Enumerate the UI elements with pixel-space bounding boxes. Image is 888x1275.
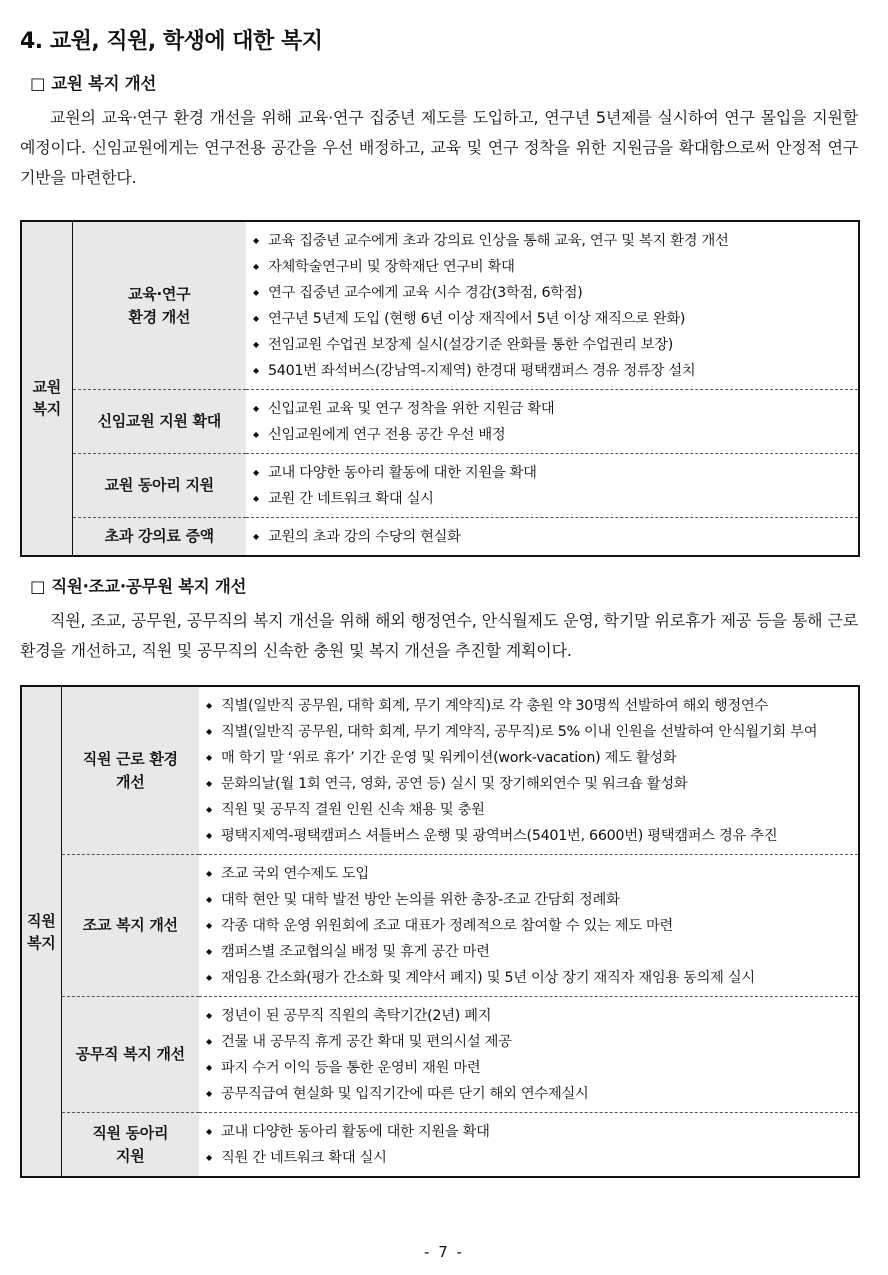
faculty-welfare-table [20,220,860,557]
list-item: ◆ 평택지제역-평택캠퍼스 셔틀버스 운행 및 광역버스(5401번, 6600번) 평택캠퍼스 경유 추진 [205,823,856,849]
heading-marker: □ [30,577,46,596]
subcategory-cell: 초과 강의료 증액 [72,518,246,557]
list-item: ◆ 자체학술연구비 및 장학재단 연구비 확대 [252,254,856,280]
item-list-cell [199,1113,859,1178]
staff-heading-text: 직원·조교·공무원 복지 개선 [51,577,247,596]
subcategory-cell: 직원 동아리 지원 [61,1113,199,1178]
list-item: ◆ 연구년 5년제 도입 (현행 6년 이상 재직에서 5년 이상 재직으로 완화) [252,306,856,332]
list-item: ◆ 교내 다양한 동아리 활동에 대한 지원을 확대 [205,1119,856,1145]
list-item: ◆ 교육 집중년 교수에게 초과 강의료 인상을 통해 교육, 연구 및 복지 환경 개선 [252,228,856,254]
list-item: ◆ 조교 국외 연수제도 도입 [205,861,856,887]
subcategory-cell: 직원 근로 환경 개선 [61,686,199,855]
subcategory-cell: 교육·연구 환경 개선 [72,221,246,390]
list-item: ◆ 매 학기 말 ‘위로 휴가’ 기간 운영 및 워케이션(work-vacation) 제도 활성화 [205,745,856,771]
staff-heading [30,573,246,597]
table-row [21,221,859,390]
list-item: ◆ 대학 현안 및 대학 발전 방안 논의를 위한 총장-조교 간담회 정례화 [205,887,856,913]
list-item: ◆ 5401번 좌석버스(강남역-지제역) 한경대 평택캠퍼스 경유 정류장 설치 [252,358,856,384]
table-row [21,855,859,997]
table-row [21,1113,859,1178]
heading-marker: □ [30,74,46,93]
item-list-cell [199,997,859,1113]
item-list-cell [246,221,859,390]
item-list-cell [199,686,859,855]
item-list-cell [246,454,859,518]
list-item: ◆ 건물 내 공무직 휴게 공간 확대 및 편의시설 제공 [205,1029,856,1055]
list-item: ◆ 전임교원 수업권 보장제 실시(설강기준 완화를 통한 수업권리 보장) [252,332,856,358]
staff-paragraph: 직원, 조교, 공무원, 공무직의 복지 개선을 위해 해외 행정연수, 안식월제도 운영, 학기말 위로휴가 제공 등을 통해 근로환경을 개선하고, 직원 및 공무직의 신속한 충원 및 복지 개선을 추진할 계획이다. [20,611,858,660]
staff-welfare-table [20,685,860,1178]
list-item: ◆ 파지 수거 이익 등을 통한 운영비 재원 마련 [205,1055,856,1081]
list-item: ◆ 직별(일반직 공무원, 대학 회계, 무기 계약직)로 각 총원 약 30명씩 선발하여 해외 행정연수 [205,693,856,719]
list-item: ◆ 신임교원에게 연구 전용 공간 우선 배정 [252,422,856,448]
table-row [21,997,859,1113]
section-title: 4. 교원, 직원, 학생에 대한 복지 [20,29,323,54]
item-list-cell [199,855,859,997]
list-item: ◆ 직원 및 공무직 결원 인원 신속 채용 및 충원 [205,797,856,823]
list-item: ◆ 연구 집중년 교수에게 교육 시수 경감(3학점, 6학점) [252,280,856,306]
list-item: ◆ 교원 간 네트워크 확대 실시 [252,486,856,512]
list-item: ◆ 공무직급여 현실화 및 입직기간에 따른 단기 해외 연수제실시 [205,1081,856,1107]
list-item: ◆ 직별(일반직 공무원, 대학 회계, 무기 계약직, 공무직)로 5% 이내 인원을 선발하여 안식월기회 부여 [205,719,856,745]
list-item: ◆ 교원의 초과 강의 수당의 현실화 [252,524,856,550]
table-row [21,518,859,557]
category-cell: 직원 복지 [21,686,61,1177]
item-list-cell [246,390,859,454]
subcategory-cell: 신임교원 지원 확대 [72,390,246,454]
list-item: ◆ 정년이 된 공무직 직원의 촉탁기간(2년) 폐지 [205,1003,856,1029]
page-number: - 7 - [424,1243,464,1261]
table-row [21,390,859,454]
list-item: ◆ 교내 다양한 동아리 활동에 대한 지원을 확대 [252,460,856,486]
list-item: ◆ 재임용 간소화(평가 간소화 및 계약서 폐지) 및 5년 이상 장기 재직자 재임용 동의제 실시 [205,965,856,991]
list-item: ◆ 직원 간 네트워크 확대 실시 [205,1145,856,1171]
subcategory-cell: 조교 복지 개선 [61,855,199,997]
table-row [21,686,859,855]
list-item: ◆ 캠퍼스별 조교협의실 배정 및 휴게 공간 마련 [205,939,856,965]
faculty-heading-text: 교원 복지 개선 [51,74,157,93]
table-row [21,454,859,518]
item-list-cell [246,518,859,557]
faculty-heading [30,70,156,94]
list-item: ◆ 신입교원 교육 및 연구 정착을 위한 지원금 확대 [252,396,856,422]
subcategory-cell: 공무직 복지 개선 [61,997,199,1113]
faculty-paragraph: 교원의 교육·연구 환경 개선을 위해 교육·연구 집중년 제도를 도입하고, 연구년 5년제를 실시하여 연구 몰입을 지원할 예정이다. 신임교원에게는 연구전용 공간을 우선 배정하고, 교육 및 연구 정착을 위한 지원금을 확대함으로써 안정적 연구 기반을 마련한다. [20,108,858,187]
list-item: ◆ 각종 대학 운영 위원회에 조교 대표가 정례적으로 참여할 수 있는 제도 마련 [205,913,856,939]
list-item: ◆ 문화의날(월 1회 연극, 영화, 공연 등) 실시 및 장기해외연수 및 워크숍 활성화 [205,771,856,797]
category-cell: 교원 복지 [21,221,72,556]
subcategory-cell: 교원 동아리 지원 [72,454,246,518]
